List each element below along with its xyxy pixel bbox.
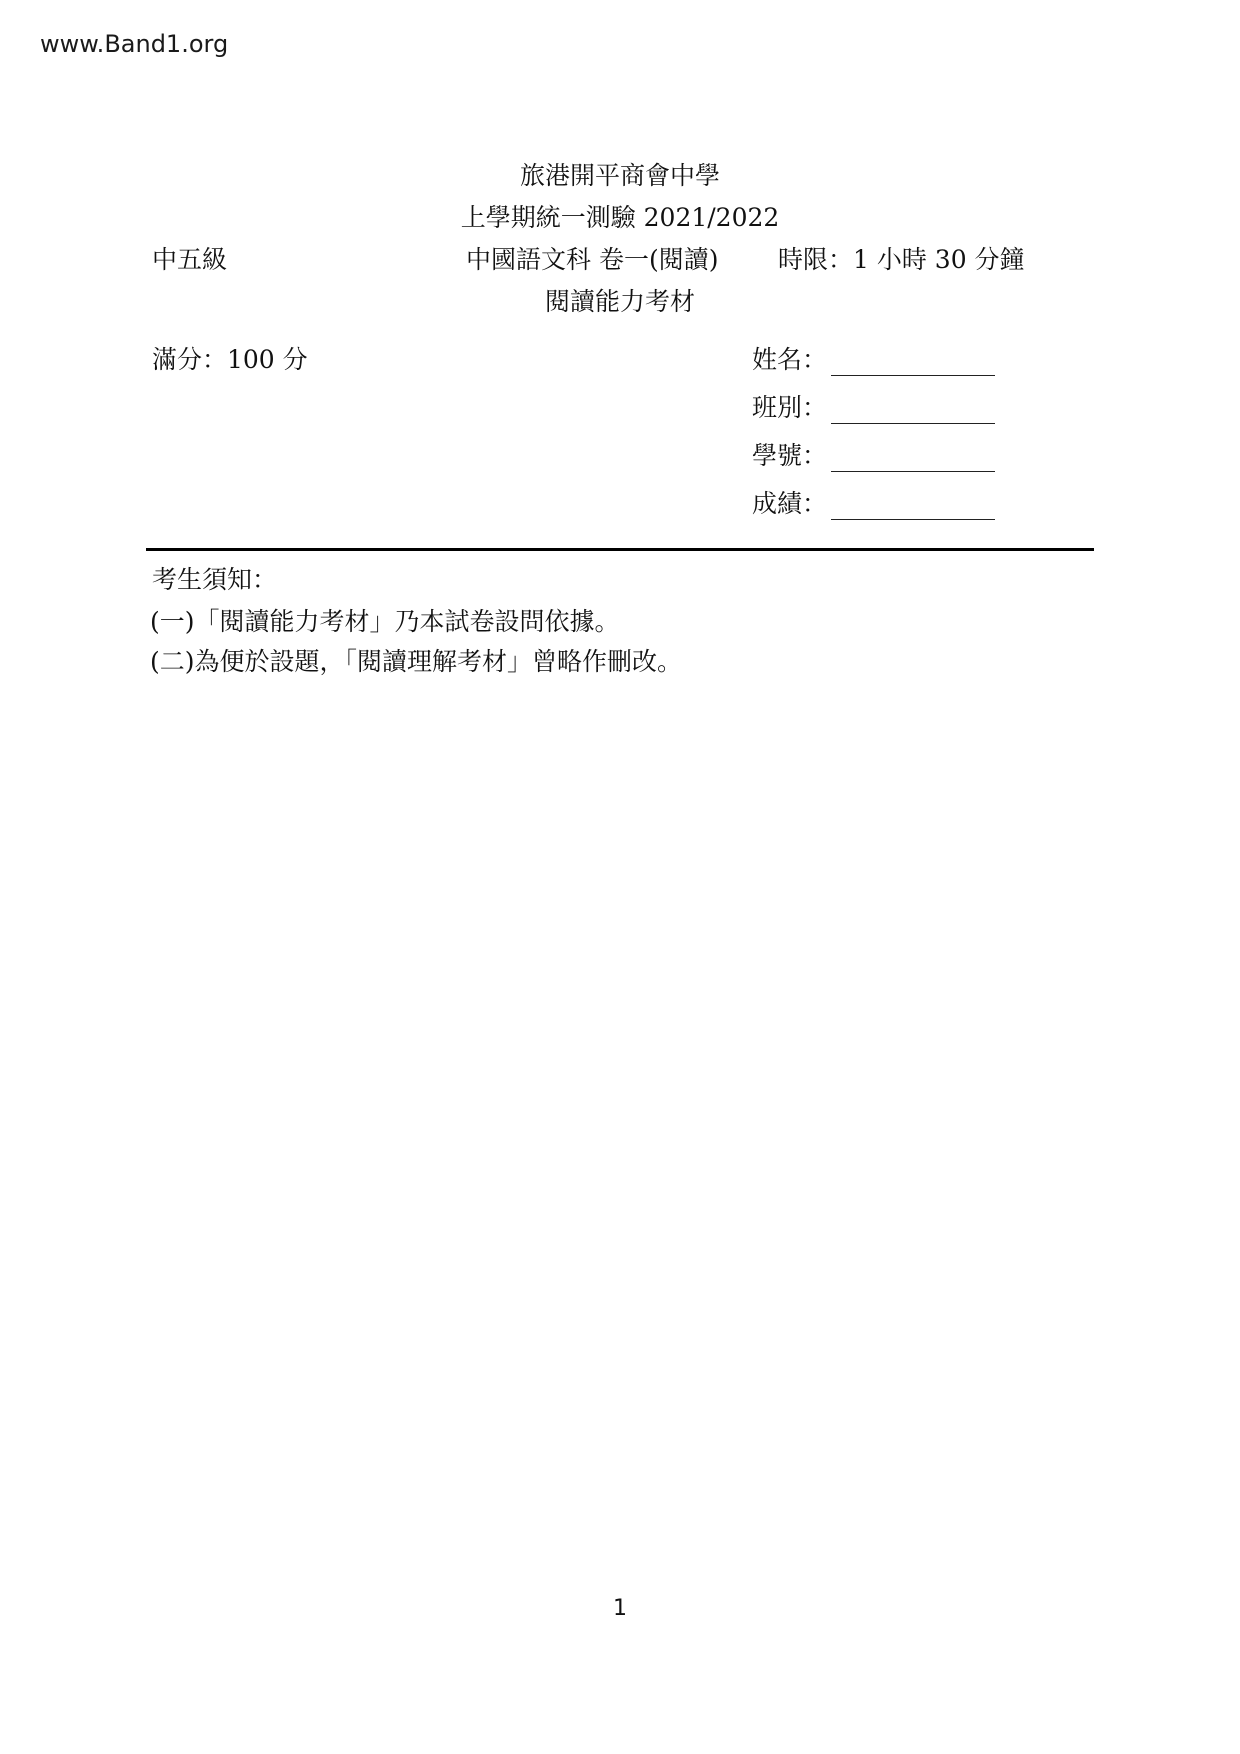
exam-title: 上學期統一測驗 2021/2022 bbox=[460, 203, 780, 232]
score-blank-line[interactable] bbox=[831, 491, 995, 520]
school-name: 旅港開平商會中學 bbox=[519, 161, 720, 190]
class-blank-line[interactable] bbox=[831, 395, 995, 424]
subject-label: 中國語文科 卷一(閱讀) bbox=[466, 245, 719, 274]
student-number-blank-line[interactable] bbox=[831, 443, 995, 472]
name-field bbox=[752, 340, 995, 376]
time-limit: 時限：1 小時 30 分鐘 bbox=[778, 245, 1025, 274]
class-label: 班別： bbox=[752, 393, 828, 422]
student-number-label: 學號： bbox=[752, 441, 828, 470]
material-title: 閱讀能力考材 bbox=[544, 287, 695, 316]
class-field bbox=[752, 388, 995, 424]
notes-title: 考生須知： bbox=[152, 565, 278, 594]
page-number: 1 bbox=[613, 1596, 627, 1621]
name-label: 姓名： bbox=[752, 345, 828, 374]
name-blank-line[interactable] bbox=[831, 347, 995, 376]
student-number-field bbox=[752, 436, 995, 472]
watermark: www.Band1.org bbox=[40, 30, 229, 58]
full-mark: 滿分：100 分 bbox=[152, 345, 308, 374]
header-divider bbox=[146, 548, 1094, 551]
grade-label: 中五級 bbox=[152, 245, 228, 274]
score-label: 成績： bbox=[752, 489, 828, 518]
note-item-1: (一)「閱讀能力考材」乃本試卷設問依據。 bbox=[150, 607, 620, 636]
note-item-2: (二)為便於設題，「閱讀理解考材」曾略作刪改。 bbox=[150, 647, 683, 676]
score-field bbox=[752, 484, 995, 520]
